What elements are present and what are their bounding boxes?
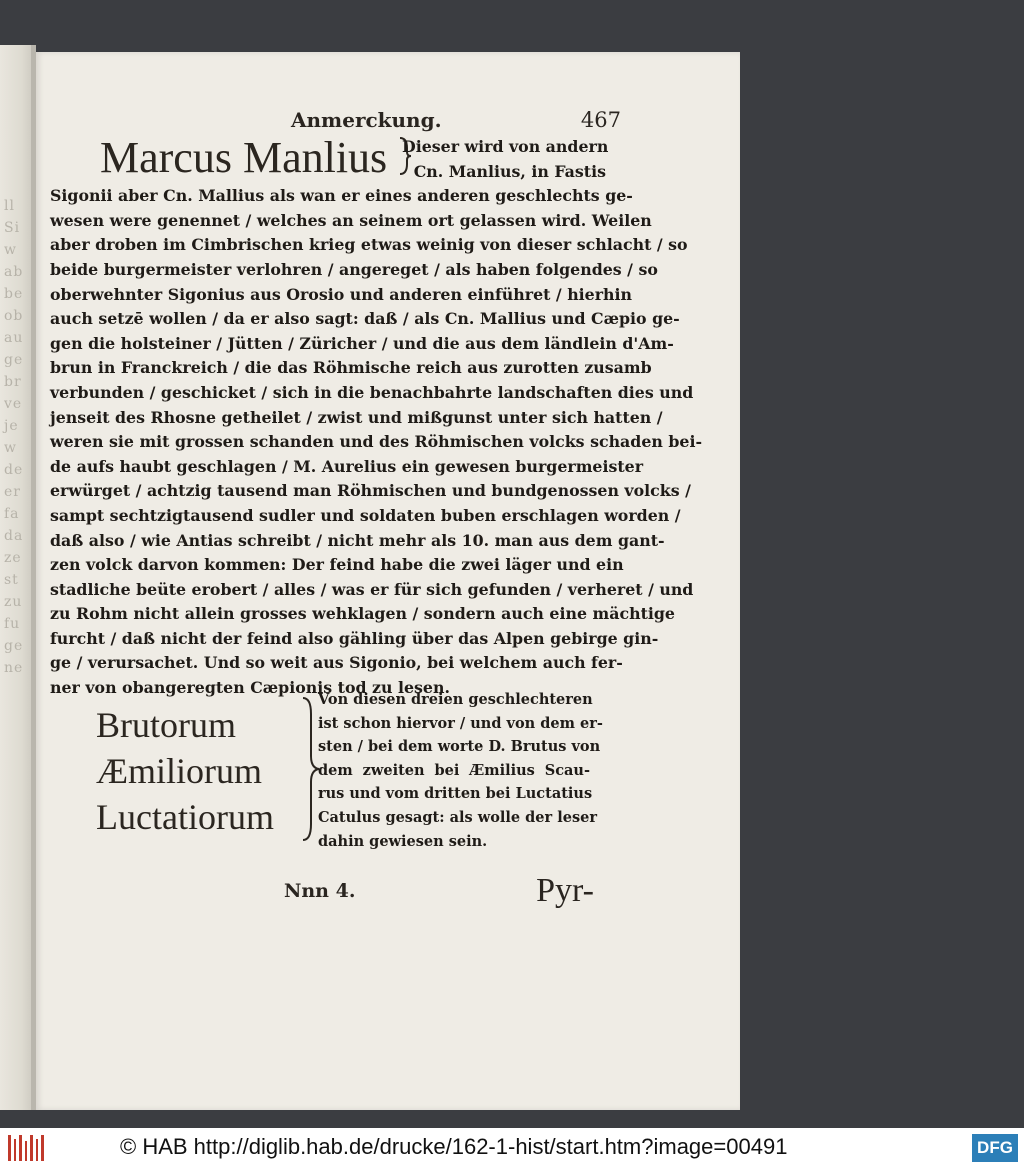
bleed-fragment: au: [4, 330, 24, 346]
families-note: [318, 688, 603, 853]
bleed-fragment: de: [4, 462, 24, 478]
book-page: [36, 52, 740, 1110]
left-page-edge: [0, 45, 36, 1110]
main-text: [50, 135, 703, 701]
note-line: Von diesen dreien geschlechteren: [318, 691, 593, 708]
bleed-fragment: w: [4, 242, 17, 258]
bleed-fragment: da: [4, 528, 24, 544]
hab-barcode-logo-icon: [6, 1133, 46, 1163]
page-number: 467: [580, 108, 621, 132]
family-name-aemiliorum: Æmiliorum: [96, 751, 263, 791]
text-line: gen die holsteiner / Jütten / Züricher / und die aus dem ländlein d'Am-: [50, 333, 674, 353]
text-line: verbunden / geschicket / sich in die benachbahrte landschaften dies und: [50, 382, 694, 402]
text-line: zen volck darvon kommen: Der feind habe die zwei läger und ein: [50, 555, 624, 575]
text-line: ner von obangeregten Cæpionis tod zu lesen.: [50, 678, 450, 698]
bleed-fragment: ve: [4, 396, 23, 412]
credit-bar: [0, 1128, 1024, 1168]
text-line: jenseit des Rhosne getheilet / zwist und mißgunst unter sich hatten /: [50, 407, 663, 427]
bleed-fragment: ze: [4, 550, 22, 566]
bleed-fragment: ge: [4, 352, 24, 368]
text-line: wesen were genennet / welches an seinem ort gelassen wird. Weilen: [50, 210, 652, 230]
text-line: zu Rohm nicht allein grosses wehklagen / sondern auch eine mächtige: [50, 604, 675, 624]
text-line: beide burgermeister verlohren / angereget / als haben folgendes / so: [50, 259, 658, 279]
page-footer: [284, 872, 594, 912]
text-line: auch setzē wollen / da er also sagt: daß / als Cn. Mallius und Cæpio ge-: [50, 309, 680, 329]
bleed-fragment: ll: [4, 198, 15, 214]
text-line: Cn. Manlius, in Fastis: [413, 161, 606, 181]
note-line: Catulus gesagt: als wolle der leser: [318, 808, 597, 826]
left-page-bleed-text: [4, 195, 30, 755]
bleed-fragment: zu: [4, 594, 23, 610]
bleed-fragment: be: [4, 286, 24, 302]
text-line: de aufs haubt geschlagen / M. Aurelius ein gewesen burgermeister: [50, 456, 644, 476]
bleed-fragment: w: [4, 440, 17, 456]
family-name-brutorum: Brutorum: [96, 705, 236, 745]
text-line: weren sie mit grossen schanden und des Röhmischen volcks schaden bei-: [50, 432, 703, 452]
text-line: oberwehnter Sigonius aus Orosio und anderen einführet / hierhin: [50, 284, 633, 304]
text-line: daß also / wie Antias schreibt / nicht mehr als 10. man aus dem gant-: [50, 530, 665, 550]
text-line: furcht / daß nicht der feind also gähling über das Alpen gebirge gin-: [50, 628, 659, 648]
catchword: Pyr-: [536, 872, 594, 909]
note-line: rus und vom dritten bei Luctatius: [318, 785, 593, 803]
bleed-fragment: st: [4, 572, 19, 588]
signature-mark: Nnn 4.: [284, 880, 356, 902]
families-block: [36, 692, 740, 872]
note-line: ist schon hiervor / und von dem er-: [318, 714, 603, 732]
note-line: dahin gewiesen sein.: [318, 832, 488, 850]
bleed-fragment: br: [4, 374, 22, 390]
bleed-fragment: ne: [4, 660, 24, 676]
bleed-fragment: je: [4, 418, 19, 434]
bleed-fragment: fa: [4, 506, 20, 522]
text-line: Dieser wird von andern: [402, 137, 609, 156]
note-line: dem zweiten bei Æmilius Scau-: [318, 761, 590, 779]
copyright-url[interactable]: © HAB http://diglib.hab.de/drucke/162-1-hist/start.htm?image=00491: [120, 1134, 788, 1159]
bleed-fragment: ab: [4, 264, 24, 280]
bleed-fragment: Si: [4, 220, 21, 236]
heading-text: Marcus Manlius: [100, 133, 388, 182]
note-line: sten / bei dem worte D. Brutus von: [318, 738, 601, 756]
bleed-fragment: fu: [4, 616, 21, 632]
text-line: ge / verursachet. Und so weit aus Sigonio, bei welchem auch fer-: [50, 653, 623, 673]
text-line: sampt sechtzigtausend sudler und soldaten buben erschlagen worden /: [50, 505, 681, 525]
dfg-logo-icon: DFG: [972, 1134, 1018, 1162]
text-line: brun in Franckreich / die das Röhmische reich aus zurotten zusamb: [50, 358, 652, 378]
family-name-luctatiorum: Luctatiorum: [96, 797, 274, 837]
text-line: erwürget / achtzig tausend man Röhmischen und bundgenossen volcks /: [50, 481, 691, 501]
bleed-fragment: ge: [4, 638, 24, 654]
bleed-fragment: er: [4, 484, 21, 500]
text-line: Sigonii aber Cn. Mallius als wan er eines anderen geschlechts ge-: [50, 186, 633, 206]
running-title: Anmerckung.: [291, 108, 442, 132]
text-line: aber droben im Cimbrischen krieg etwas weinig von dieser schlacht / so: [50, 235, 688, 255]
family-names: [96, 702, 306, 840]
text-line: stadliche beüte erobert / alles / was er für sich gefunden / verheret / und: [50, 579, 694, 599]
bleed-fragment: ob: [4, 308, 24, 324]
